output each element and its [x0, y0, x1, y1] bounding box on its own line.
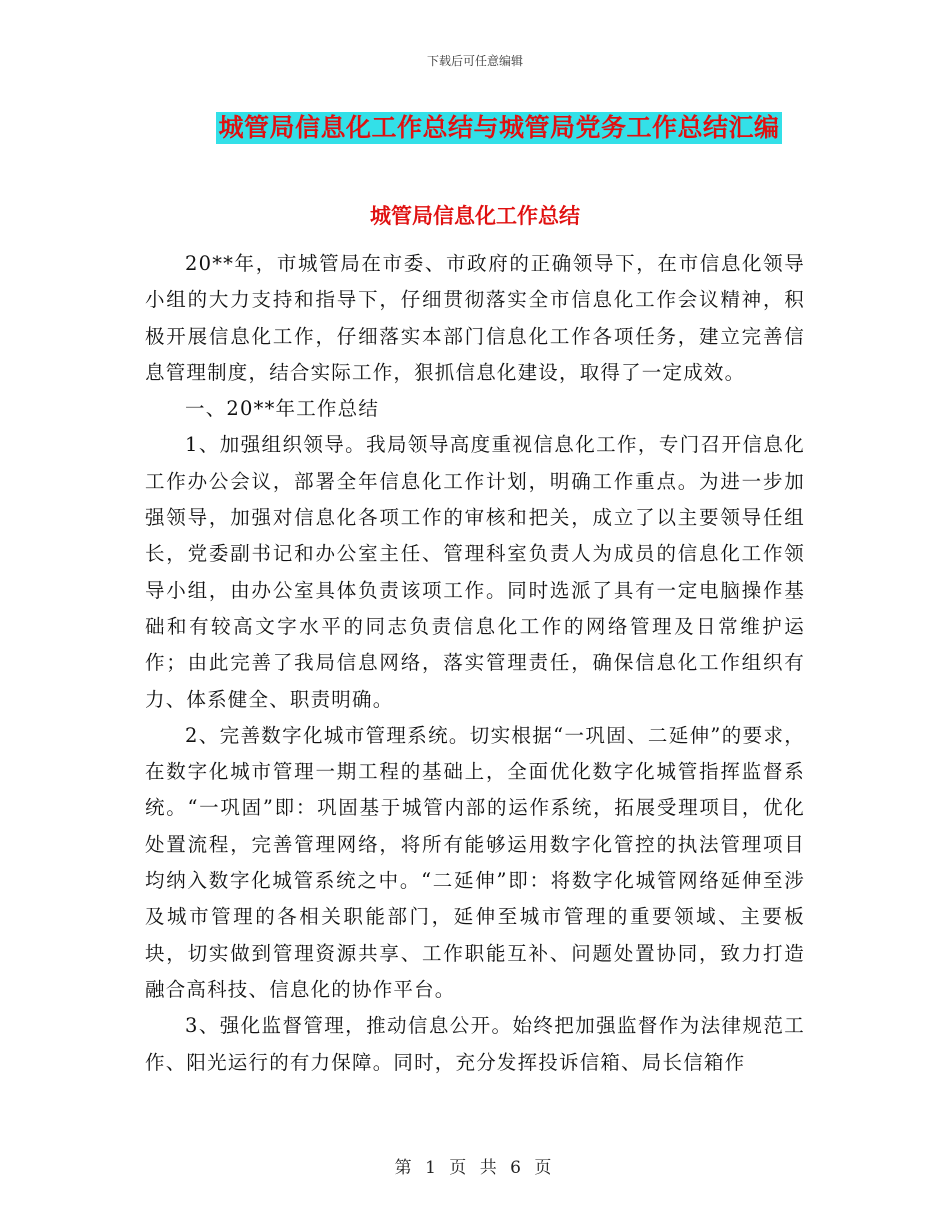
- paragraph-intro: 20**年，市城管局在市委、市政府的正确领导下，在市信息化领导小组的大力支持和指导下，仔细贯彻落实全市信息化工作会议精神，积极开展信息化工作，仔细落实本部门信息化工作各项任务，建立完善信息管理制度，结合实际工作，狠抓信息化建设，取得了一定成效。: [145, 252, 805, 384]
- section-title: 城管局信息化工作总结: [370, 204, 580, 228]
- main-title-container: [0, 112, 950, 144]
- paragraph-item-1: 1、加强组织领导。我局领导高度重视信息化工作，专门召开信息化工作办公会议，部署全年信息化工作计划，明确工作重点。为进一步加强领导，加强对信息化各项工作的审核和把关，成立了以主要领导任组长，党委副书记和办公室主任、管理科室负责人为成员的信息化工作领导小组，由办公室具体负责该项工作。同时选派了具有一定电脑操作基础和有较高文字水平的同志负责信息化工作的网络管理及日常维护运作；由此完善了我局信息网络，落实管理责任，确保信息化工作组织有力、体系健全、职责明确。: [145, 433, 805, 711]
- page-footer: 第 1 页 共 6 页: [394, 1158, 556, 1178]
- paragraph-item-2: 2、完善数字化城市管理系统。切实根据“一巩固、二延伸”的要求，在数字化城市管理一期工程的基础上，全面优化数字化城管指挥监督系统。“一巩固”即：巩固基于城管内部的运作系统，拓展受理项目，优化处置流程，完善管理网络，将所有能够运用数字化管控的执法管理项目均纳入数字化城管系统之中。“二延伸”即：将数字化城管网络延伸至涉及城市管理的各相关职能部门，延伸至城市管理的重要领域、主要板块，切实做到管理资源共享、工作职能互补、问题处置协同，致力打造融合高科技、信息化的协作平台。: [145, 723, 805, 1001]
- paragraph-heading-summary: 一、20**年工作总结: [185, 397, 380, 421]
- header-note: 下载后可任意编辑: [426, 54, 523, 68]
- document-body: [145, 246, 805, 1081]
- paragraph-item-3: 3、强化监督管理，推动信息公开。始终把加强监督作为法律规范工作、阳光运行的有力保障。同时，充分发挥投诉信箱、局长信箱作: [145, 1014, 805, 1074]
- main-title: 城管局信息化工作总结与城管局党务工作总结汇编: [218, 113, 780, 142]
